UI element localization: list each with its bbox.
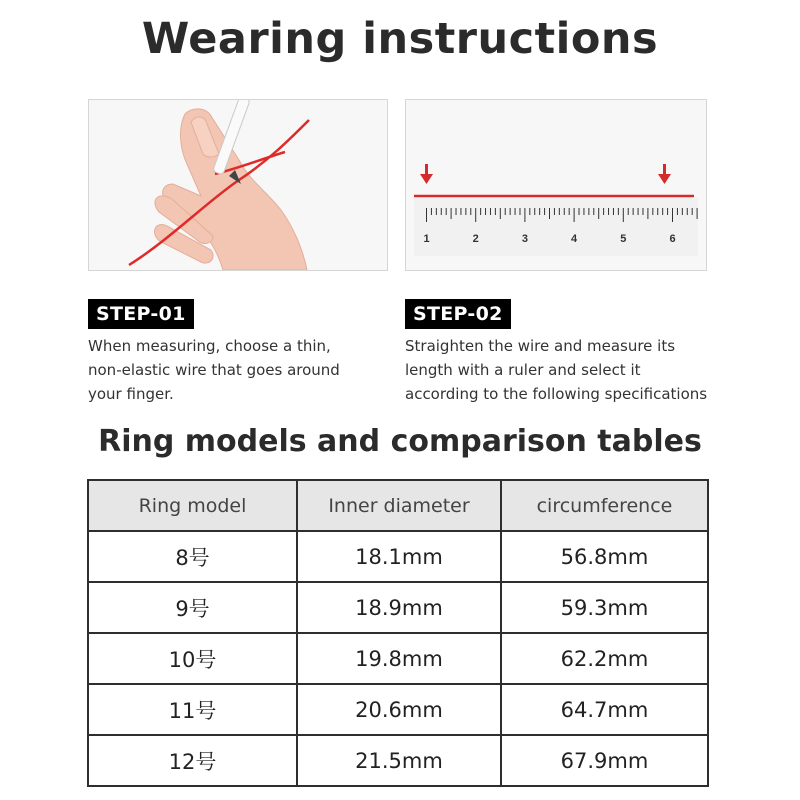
ruler-number-label: 3 — [521, 233, 528, 245]
ruler-number-label: 2 — [472, 233, 479, 245]
header-inner-diameter: Inner diameter — [297, 480, 501, 531]
table-row — [88, 582, 708, 633]
header-circumference: circumference — [501, 480, 708, 531]
inner-diameter-cell: 20.6mm — [297, 684, 501, 735]
ruler-number-label: 5 — [620, 233, 627, 245]
ring-model-cell: 8号 — [88, 531, 297, 582]
ruler-illustration — [405, 99, 707, 271]
inner-diameter-cell: 18.1mm — [297, 531, 501, 582]
finger-measure-illustration — [88, 99, 388, 271]
ruler-number-label: 1 — [423, 233, 430, 245]
ring-model-cell: 11号 — [88, 684, 297, 735]
step-01-line: your finger. — [88, 385, 174, 403]
ring-model-cell: 10号 — [88, 633, 297, 684]
step-02-line: according to the following specifications — [405, 385, 708, 403]
step-01-line: When measuring, choose a thin, — [88, 337, 331, 355]
table-title: Ring models and comparison tables — [98, 424, 702, 459]
table-row — [88, 531, 708, 582]
circumference-cell: 62.2mm — [501, 633, 708, 684]
ring-model-cell: 9号 — [88, 582, 297, 633]
circumference-cell: 56.8mm — [501, 531, 708, 582]
inner-diameter-cell: 18.9mm — [297, 582, 501, 633]
table-row — [88, 735, 708, 786]
circumference-cell: 67.9mm — [501, 735, 708, 786]
step-02-line: length with a ruler and select it — [405, 361, 641, 379]
page-title: Wearing instructions — [141, 14, 659, 64]
step-01-description — [88, 334, 373, 406]
step-01-line: non-elastic wire that goes around — [88, 361, 340, 379]
step-01-badge: STEP-01 — [88, 299, 194, 329]
circumference-cell: 59.3mm — [501, 582, 708, 633]
ruler-number-label: 4 — [571, 233, 578, 245]
table-header-row — [88, 480, 708, 531]
ring-model-cell: 12号 — [88, 735, 297, 786]
step-02-description — [405, 334, 725, 406]
inner-diameter-cell: 19.8mm — [297, 633, 501, 684]
ruler-number-label: 6 — [669, 233, 676, 245]
circumference-cell: 64.7mm — [501, 684, 708, 735]
ring-size-table — [87, 479, 709, 787]
inner-diameter-cell: 21.5mm — [297, 735, 501, 786]
table-row — [88, 684, 708, 735]
step-02-line: Straighten the wire and measure its — [405, 337, 676, 355]
table-row — [88, 633, 708, 684]
step-02-badge: STEP-02 — [405, 299, 511, 329]
header-ring-model: Ring model — [88, 480, 297, 531]
